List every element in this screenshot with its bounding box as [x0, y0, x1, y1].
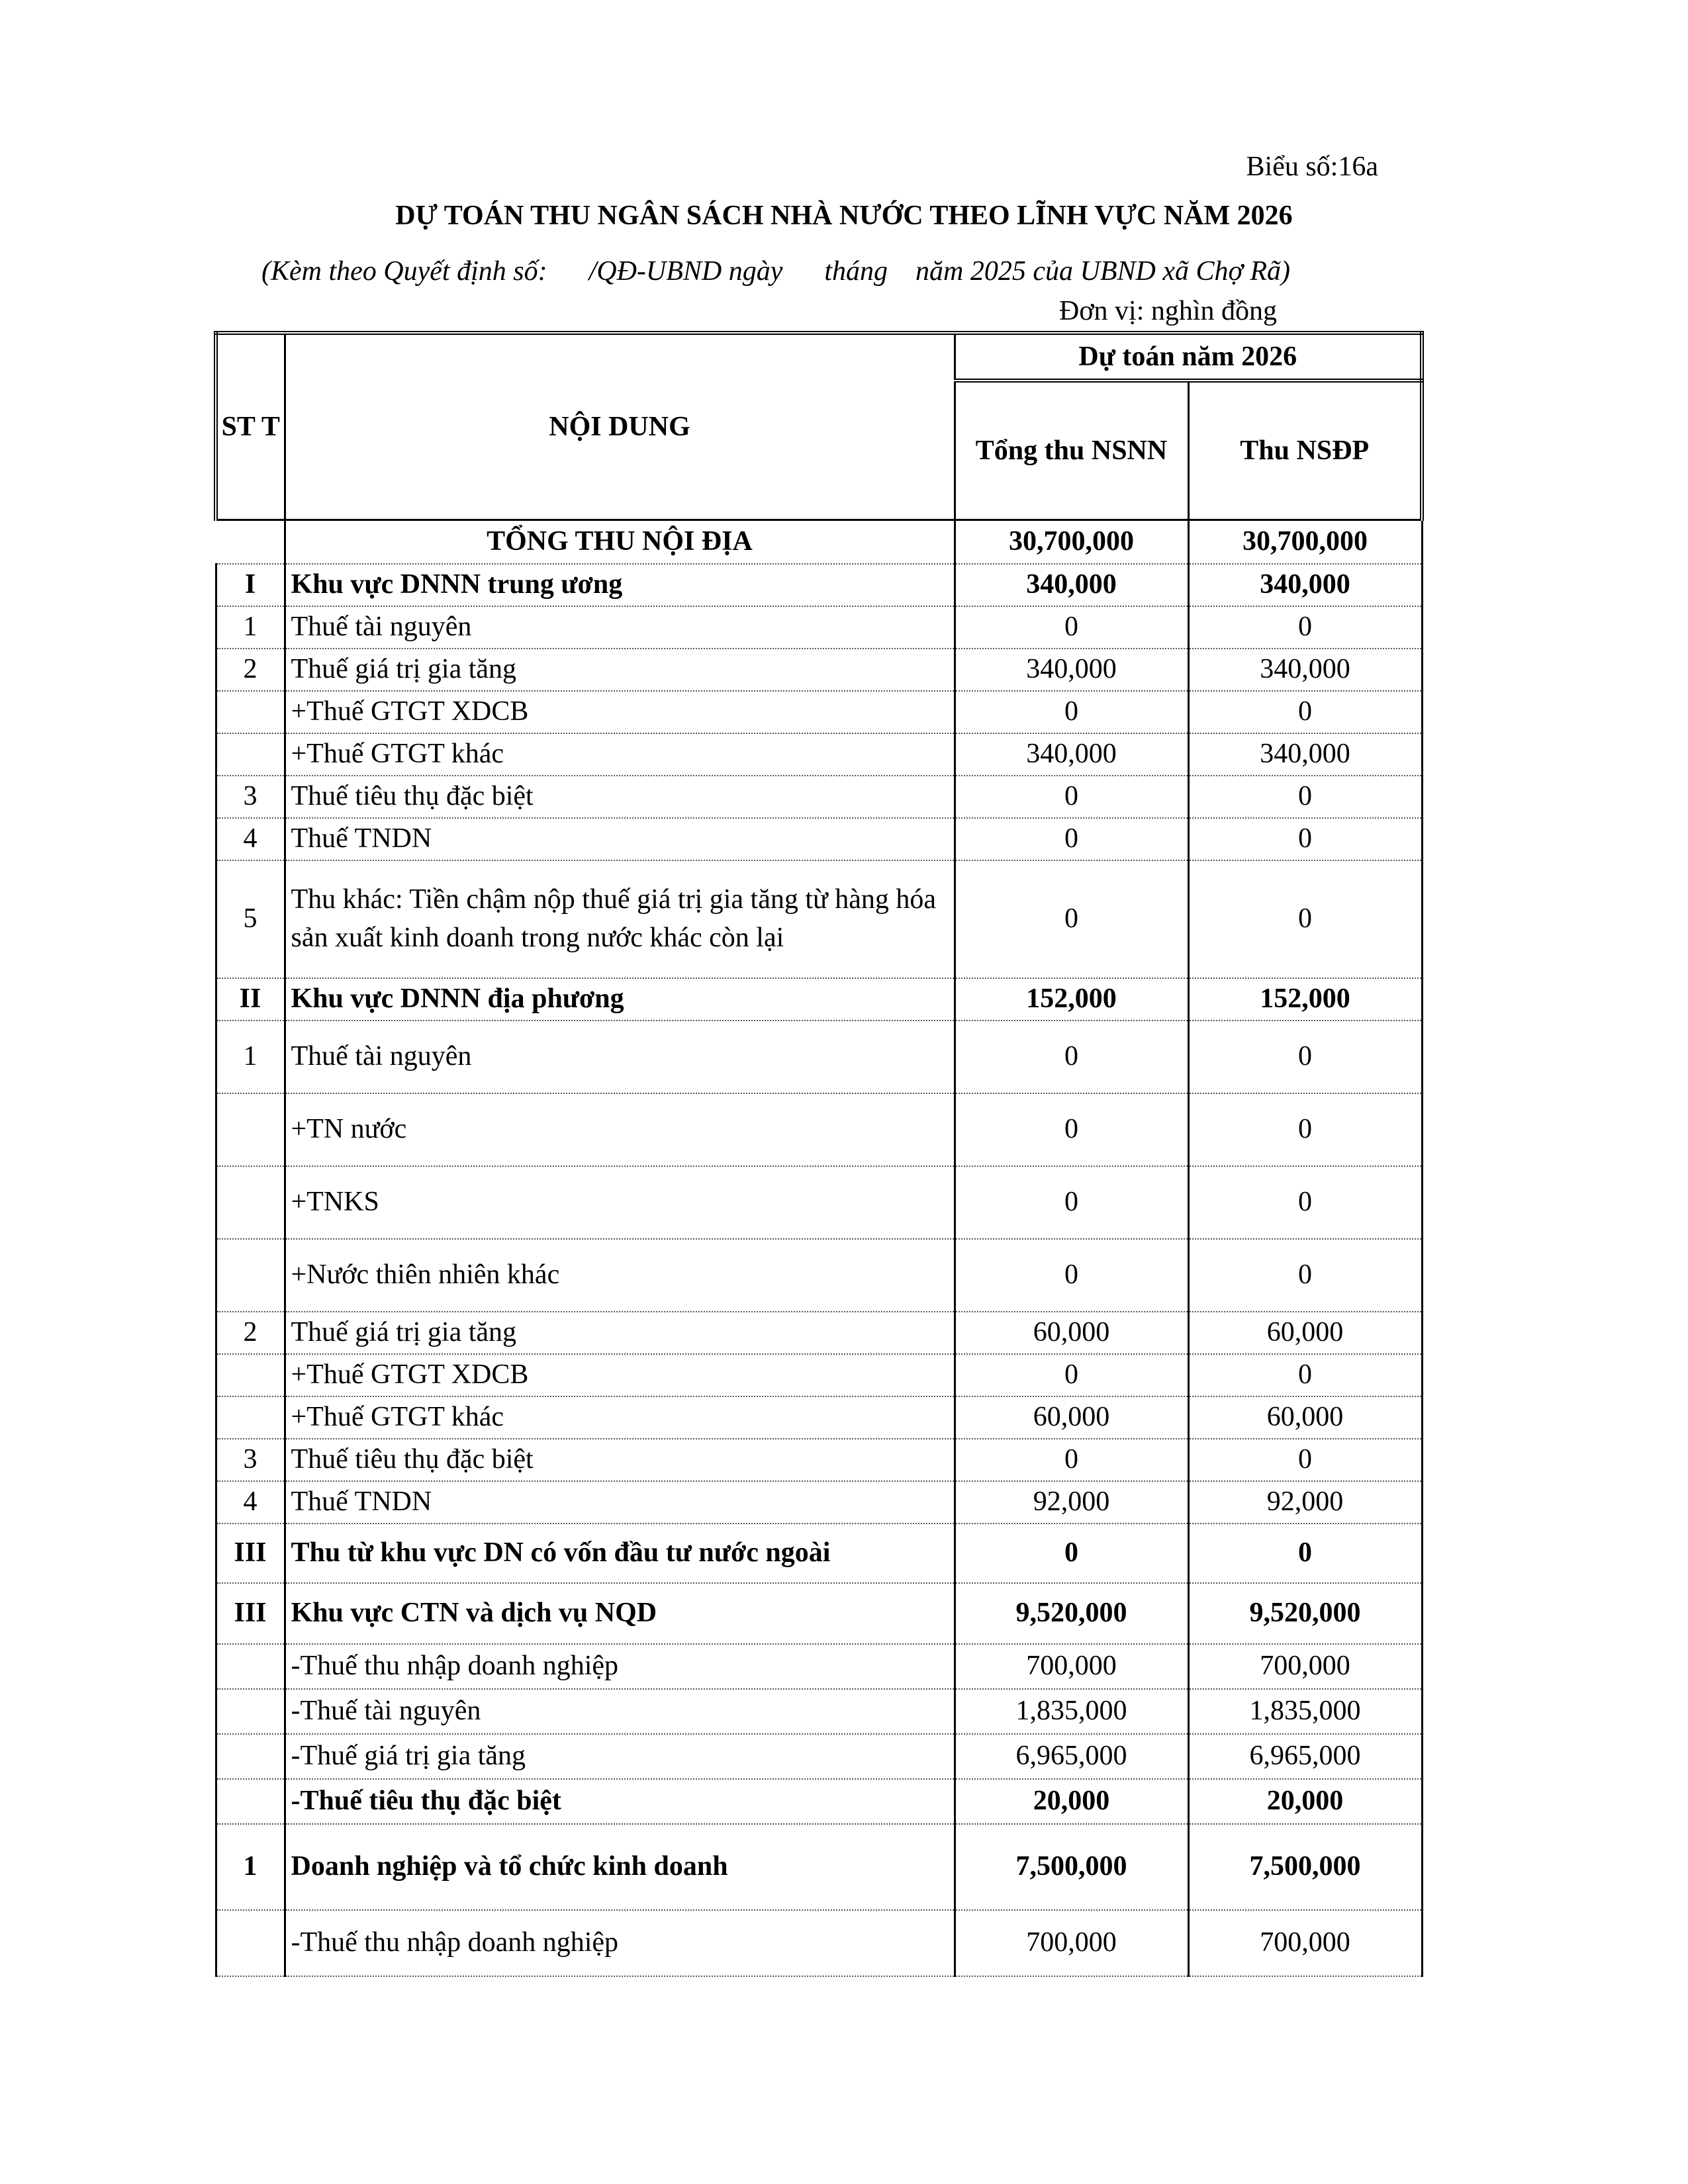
row-total-nsnn: 20,000	[955, 1779, 1188, 1824]
row-nsdp: 20,000	[1188, 1779, 1422, 1824]
row-nsdp: 6,965,000	[1188, 1734, 1422, 1779]
row-content: Khu vực DNNN trung ương	[285, 564, 955, 606]
row-stt: 4	[216, 1481, 285, 1524]
row-total-nsnn: 0	[955, 691, 1188, 733]
row-content: +TN nước	[285, 1093, 955, 1166]
row-total-nsnn: 0	[955, 1166, 1188, 1239]
row-content: +Thuế GTGT khác	[285, 1396, 955, 1439]
row-stt	[216, 1396, 285, 1439]
row-total-nsnn: 0	[955, 818, 1188, 860]
row-nsdp: 0	[1188, 691, 1422, 733]
row-total-nsnn: 0	[955, 1021, 1188, 1093]
row-content: Thuế tiêu thụ đặc biệt	[285, 1439, 955, 1481]
row-content: Khu vực DNNN địa phương	[285, 978, 955, 1021]
row-stt	[216, 1779, 285, 1824]
row-stt: 3	[216, 776, 285, 818]
row-total-nsnn: 340,000	[955, 564, 1188, 606]
row-nsdp: 0	[1188, 818, 1422, 860]
row-stt: 1	[216, 606, 285, 649]
row-stt	[216, 733, 285, 776]
row-content: Thuế tiêu thụ đặc biệt	[285, 776, 955, 818]
table-row	[216, 733, 1422, 776]
row-nsdp: 0	[1188, 1021, 1422, 1093]
row-stt	[216, 1354, 285, 1396]
row-total-nsnn: 340,000	[955, 649, 1188, 691]
row-stt	[216, 1093, 285, 1166]
header-content: NỘI DUNG	[285, 333, 955, 520]
row-total-nsnn: 0	[955, 1524, 1188, 1583]
row-stt: 2	[216, 649, 285, 691]
row-nsdp: 152,000	[1188, 978, 1422, 1021]
table-row	[216, 1910, 1422, 1976]
header-total-nsnn: Tổng thu NSNN	[955, 381, 1188, 520]
row-stt: 4	[216, 818, 285, 860]
row-stt	[216, 1910, 285, 1976]
row-content: Khu vực CTN và dịch vụ NQD	[285, 1583, 955, 1644]
row-nsdp: 30,700,000	[1188, 520, 1422, 564]
row-content: Thuế TNDN	[285, 818, 955, 860]
table-row	[216, 1779, 1422, 1824]
table-row	[216, 1734, 1422, 1779]
row-nsdp: 700,000	[1188, 1644, 1422, 1689]
table-row	[216, 564, 1422, 606]
row-total-nsnn: 0	[955, 1439, 1188, 1481]
row-nsdp: 60,000	[1188, 1396, 1422, 1439]
row-total-nsnn: 1,835,000	[955, 1689, 1188, 1734]
revenue-table	[214, 331, 1424, 1977]
row-stt	[216, 1166, 285, 1239]
row-stt	[216, 1734, 285, 1779]
row-nsdp: 9,520,000	[1188, 1583, 1422, 1644]
row-nsdp: 340,000	[1188, 564, 1422, 606]
row-total-nsnn: 0	[955, 606, 1188, 649]
table-row	[216, 1093, 1422, 1166]
row-nsdp: 0	[1188, 1239, 1422, 1312]
row-total-nsnn: 340,000	[955, 733, 1188, 776]
table-row	[216, 1166, 1422, 1239]
row-total-nsnn: 92,000	[955, 1481, 1188, 1524]
row-content: Thuế giá trị gia tăng	[285, 649, 955, 691]
row-content: Thuế TNDN	[285, 1481, 955, 1524]
table-row	[216, 1644, 1422, 1689]
row-total-nsnn: 0	[955, 1354, 1188, 1396]
document-subtitle: (Kèm theo Quyết định số: /QĐ-UBND ngày tháng năm 2025 của UBND xã Chợ Rã)	[261, 256, 1291, 287]
row-total-nsnn: 60,000	[955, 1312, 1188, 1354]
row-content: -Thuế tiêu thụ đặc biệt	[285, 1779, 955, 1824]
row-stt: 1	[216, 1824, 285, 1910]
header-estimate: Dự toán năm 2026	[955, 333, 1422, 381]
row-stt: 5	[216, 860, 285, 978]
table-row	[216, 1354, 1422, 1396]
row-total-nsnn: 0	[955, 1239, 1188, 1312]
row-content: Thuế giá trị gia tăng	[285, 1312, 955, 1354]
row-nsdp: 7,500,000	[1188, 1824, 1422, 1910]
row-stt	[216, 520, 285, 564]
row-nsdp: 0	[1188, 1354, 1422, 1396]
row-nsdp: 1,835,000	[1188, 1689, 1422, 1734]
row-content: Thuế tài nguyên	[285, 606, 955, 649]
row-total-nsnn: 700,000	[955, 1644, 1188, 1689]
row-stt: III	[216, 1524, 285, 1583]
row-content: -Thuế giá trị gia tăng	[285, 1734, 955, 1779]
row-nsdp: 0	[1188, 606, 1422, 649]
row-content: Thuế tài nguyên	[285, 1021, 955, 1093]
row-content: -Thuế tài nguyên	[285, 1689, 955, 1734]
row-total-nsnn: 9,520,000	[955, 1583, 1188, 1644]
table-row	[216, 818, 1422, 860]
row-nsdp: 0	[1188, 1439, 1422, 1481]
row-nsdp: 0	[1188, 776, 1422, 818]
row-stt	[216, 1689, 285, 1734]
row-content: -Thuế thu nhập doanh nghiệp	[285, 1910, 955, 1976]
row-nsdp: 0	[1188, 1093, 1422, 1166]
table-row	[216, 860, 1422, 978]
row-stt	[216, 1239, 285, 1312]
row-nsdp: 60,000	[1188, 1312, 1422, 1354]
row-total-nsnn: 0	[955, 776, 1188, 818]
table-row	[216, 1824, 1422, 1910]
table-row	[216, 978, 1422, 1021]
row-total-nsnn: 30,700,000	[955, 520, 1188, 564]
row-content: TỔNG THU NỘI ĐỊA	[285, 520, 955, 564]
row-content: Thu khác: Tiền chậm nộp thuế giá trị gia tăng từ hàng hóa sản xuất kinh doanh trong nước khác còn lại	[285, 860, 955, 978]
row-stt: II	[216, 978, 285, 1021]
row-nsdp: 340,000	[1188, 649, 1422, 691]
row-stt: 2	[216, 1312, 285, 1354]
row-nsdp: 0	[1188, 1524, 1422, 1583]
table-row	[216, 776, 1422, 818]
row-total-nsnn: 6,965,000	[955, 1734, 1188, 1779]
row-content: +Nước thiên nhiên khác	[285, 1239, 955, 1312]
row-stt: I	[216, 564, 285, 606]
row-stt: 1	[216, 1021, 285, 1093]
table-row	[216, 1021, 1422, 1093]
table-row	[216, 1239, 1422, 1312]
table-row	[216, 520, 1422, 564]
row-total-nsnn: 7,500,000	[955, 1824, 1188, 1910]
header-nsdp: Thu NSĐP	[1188, 381, 1422, 520]
table-row	[216, 1312, 1422, 1354]
row-total-nsnn: 0	[955, 1093, 1188, 1166]
table-row	[216, 1396, 1422, 1439]
row-nsdp: 340,000	[1188, 733, 1422, 776]
table-row	[216, 1439, 1422, 1481]
table-row	[216, 1524, 1422, 1583]
row-content: +Thuế GTGT XDCB	[285, 1354, 955, 1396]
row-total-nsnn: 152,000	[955, 978, 1188, 1021]
row-stt: III	[216, 1583, 285, 1644]
form-number: Biểu số:16a	[1246, 152, 1378, 182]
row-content: Doanh nghiệp và tổ chức kinh doanh	[285, 1824, 955, 1910]
table-row	[216, 1689, 1422, 1734]
row-nsdp: 700,000	[1188, 1910, 1422, 1976]
table-row	[216, 649, 1422, 691]
row-content: +Thuế GTGT khác	[285, 733, 955, 776]
row-stt: 3	[216, 1439, 285, 1481]
row-nsdp: 0	[1188, 1166, 1422, 1239]
header-stt: ST T	[216, 333, 285, 520]
document-title: DỰ TOÁN THU NGÂN SÁCH NHÀ NƯỚC THEO LĨNH VỰC NĂM 2026	[395, 201, 1293, 231]
table-row	[216, 691, 1422, 733]
row-total-nsnn: 0	[955, 860, 1188, 978]
row-nsdp: 92,000	[1188, 1481, 1422, 1524]
row-total-nsnn: 60,000	[955, 1396, 1188, 1439]
table-body	[216, 520, 1422, 1976]
row-stt	[216, 1644, 285, 1689]
table-row	[216, 606, 1422, 649]
unit-label: Đơn vị: nghìn đồng	[1059, 296, 1278, 326]
row-nsdp: 0	[1188, 860, 1422, 978]
row-stt	[216, 691, 285, 733]
row-content: Thu từ khu vực DN có vốn đầu tư nước ngoài	[285, 1524, 955, 1583]
table-row	[216, 1481, 1422, 1524]
row-total-nsnn: 700,000	[955, 1910, 1188, 1976]
row-content: -Thuế thu nhập doanh nghiệp	[285, 1644, 955, 1689]
table-row	[216, 1583, 1422, 1644]
row-content: +Thuế GTGT XDCB	[285, 691, 955, 733]
row-content: +TNKS	[285, 1166, 955, 1239]
